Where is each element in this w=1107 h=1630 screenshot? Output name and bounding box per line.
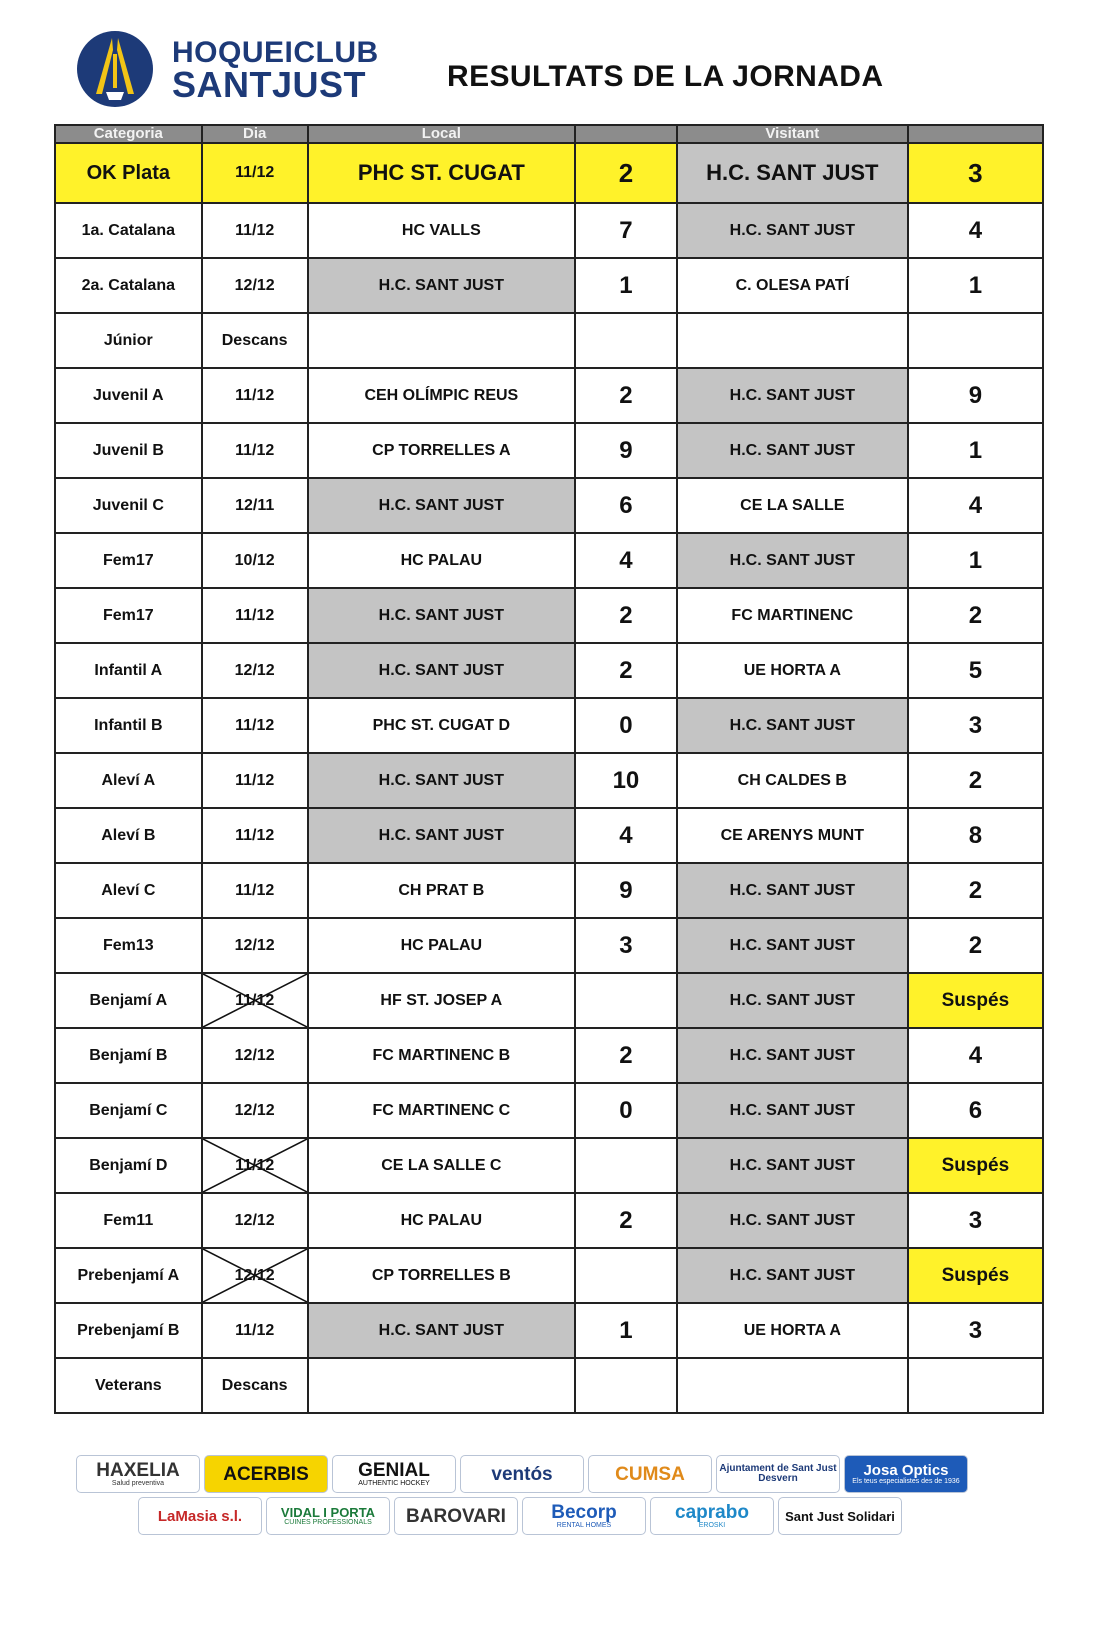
sponsor-logo [778,1497,902,1535]
visitor-score-cell: 2 [908,863,1043,918]
date-cell [202,973,308,1028]
featured-visitor-score: 3 [908,143,1043,203]
table-row [55,1303,1043,1358]
local-score-cell: 4 [575,533,677,588]
visitor-team-cell: H.C. SANT JUST [677,1138,908,1193]
visitor-score-cell: 4 [908,478,1043,533]
date-cell: 11/12 [202,698,308,753]
sponsor-logo [204,1455,328,1493]
local-score-cell [575,1138,677,1193]
sponsor-logo [76,1455,200,1493]
table-row [55,918,1043,973]
date-cell: 11/12 [202,753,308,808]
category-cell: Benjamí A [55,973,202,1028]
visitor-score-cell: Suspés [908,973,1043,1028]
category-cell: Fem17 [55,533,202,588]
date-cell: 12/11 [202,478,308,533]
category-cell: Benjamí C [55,1083,202,1138]
sponsor-logo [460,1455,584,1493]
featured-local-score: 2 [575,143,677,203]
date-cell: 11/12 [202,423,308,478]
visitor-score-cell: 1 [908,423,1043,478]
visitor-team-cell: H.C. SANT JUST [677,973,908,1028]
header-dia: Dia [202,125,308,143]
local-team-cell: PHC ST. CUGAT D [308,698,575,753]
date-cell: 11/12 [202,1303,308,1358]
category-cell: 2a. Catalana [55,258,202,313]
header-local: Local [308,125,575,143]
date-cell: 11/12 [202,368,308,423]
visitor-team-cell: H.C. SANT JUST [677,863,908,918]
local-team-cell: HF ST. JOSEP A [308,973,575,1028]
visitor-score-cell: 3 [908,698,1043,753]
local-team-cell: CP TORRELLES A [308,423,575,478]
visitor-score-cell: 3 [908,1303,1043,1358]
sponsor-name: ACERBIS [223,1463,309,1485]
visitor-score-cell [908,313,1043,368]
sponsor-name: HAXELIA [96,1460,180,1481]
local-score-cell [575,313,677,368]
visitor-score-cell: 3 [908,1193,1043,1248]
local-team-cell: CH PRAT B [308,863,575,918]
sponsor-tagline: Els teus especialistes des de 1936 [852,1478,960,1485]
sponsor-logo [522,1497,646,1535]
category-cell: Juvenil C [55,478,202,533]
header-visitor-score [908,125,1043,143]
local-score-cell: 6 [575,478,677,533]
local-team-cell: HC VALLS [308,203,575,258]
club-logo [76,30,154,108]
local-score-cell: 2 [575,588,677,643]
table-row [55,368,1043,423]
visitor-team-cell: FC MARTINENC [677,588,908,643]
local-team-cell: CEH OLÍMPIC REUS [308,368,575,423]
local-team-cell: H.C. SANT JUST [308,588,575,643]
visitor-team-cell: H.C. SANT JUST [677,1193,908,1248]
date-cell: Descans [202,313,308,368]
visitor-team-cell: CE ARENYS MUNT [677,808,908,863]
club-name-line1: HOQUEICLUB [172,36,379,69]
sponsor-name: LaMasia s.l. [157,1507,243,1525]
date-cell: 12/12 [202,1083,308,1138]
visitor-team-cell [677,313,908,368]
local-team-cell [308,1358,575,1413]
sponsor-name: VIDAL I PORTA [280,1505,376,1520]
visitor-score-cell: 4 [908,1028,1043,1083]
table-row [55,203,1043,258]
visitor-score-cell: 2 [908,918,1043,973]
category-cell: 1a. Catalana [55,203,202,258]
category-cell: Veterans [55,1358,202,1413]
sponsor-name: CUMSA [615,1463,685,1485]
table-row [55,313,1043,368]
date-cell: Descans [202,1358,308,1413]
local-team-cell: CP TORRELLES B [308,1248,575,1303]
table-row [55,973,1043,1028]
date-cell: 11/12 [202,203,308,258]
visitor-team-cell: C. OLESA PATÍ [677,258,908,313]
local-score-cell [575,1248,677,1303]
category-cell: Fem13 [55,918,202,973]
visitor-score-cell: Suspés [908,1138,1043,1193]
table-row [55,478,1043,533]
sponsor-logo [266,1497,390,1535]
local-score-cell: 9 [575,863,677,918]
local-score-cell: 4 [575,808,677,863]
header-local-score [575,125,677,143]
date-cell: 11/12 [202,863,308,918]
date-cell: 11/12 [202,588,308,643]
table-row [55,423,1043,478]
date-cell: 10/12 [202,533,308,588]
table-row [55,808,1043,863]
local-score-cell: 1 [575,258,677,313]
local-team-cell: HC PALAU [308,1193,575,1248]
sponsors-banner [0,1460,1107,1610]
local-score-cell: 7 [575,203,677,258]
page-header [0,0,1107,120]
category-cell: Aleví C [55,863,202,918]
visitor-team-cell: H.C. SANT JUST [677,918,908,973]
local-score-cell: 3 [575,918,677,973]
sponsor-logo [588,1455,712,1493]
category-cell: Fem11 [55,1193,202,1248]
featured-category: OK Plata [55,143,202,203]
sponsor-name: Josa Optics [863,1462,949,1479]
local-team-cell: H.C. SANT JUST [308,1303,575,1358]
club-name-line2: SANTJUST [172,64,367,105]
table-row [55,1358,1043,1413]
sponsor-name: BAROVARI [406,1505,506,1527]
date-cell: 12/12 [202,258,308,313]
visitor-score-cell: 6 [908,1083,1043,1138]
local-score-cell: 2 [575,1028,677,1083]
sponsor-logo [650,1497,774,1535]
table-row [55,1138,1043,1193]
category-cell: Fem17 [55,588,202,643]
visitor-team-cell: H.C. SANT JUST [677,1028,908,1083]
visitor-score-cell: 4 [908,203,1043,258]
local-score-cell: 2 [575,643,677,698]
local-team-cell: H.C. SANT JUST [308,808,575,863]
featured-row [55,143,1043,203]
visitor-team-cell: H.C. SANT JUST [677,533,908,588]
visitor-team-cell: UE HORTA A [677,643,908,698]
date-cell [202,1248,308,1303]
sponsor-tagline: Salud preventiva [111,1480,165,1487]
visitor-team-cell: H.C. SANT JUST [677,203,908,258]
results-table [54,124,1044,1414]
featured-visitor: H.C. SANT JUST [677,143,908,203]
sponsor-name: Sant Just Solidari [785,1508,895,1524]
date-text: 11/12 [235,991,275,1009]
local-score-cell [575,1358,677,1413]
table-row [55,863,1043,918]
sponsor-name: Becorp [551,1502,617,1523]
header-visitant: Visitant [677,125,908,143]
visitor-score-cell: 8 [908,808,1043,863]
sponsor-name: Ajuntament de Sant Just Desvern [719,1463,837,1484]
visitor-team-cell: H.C. SANT JUST [677,1248,908,1303]
sponsor-logo [332,1455,456,1493]
local-score-cell: 0 [575,698,677,753]
category-cell: Aleví B [55,808,202,863]
table-row [55,698,1043,753]
category-cell: Aleví A [55,753,202,808]
local-score-cell [575,973,677,1028]
visitor-score-cell [908,1358,1043,1413]
page-title: RESULTATS DE LA JORNADA [447,60,884,93]
sponsor-tagline: RENTAL HOMES [556,1522,612,1529]
featured-local: PHC ST. CUGAT [308,143,575,203]
table-header-row [55,125,1043,143]
sponsor-name: GENIAL [358,1460,430,1481]
local-score-cell: 0 [575,1083,677,1138]
sponsor-logo [716,1455,840,1493]
local-score-cell: 1 [575,1303,677,1358]
visitor-score-cell: 1 [908,533,1043,588]
local-team-cell: HC PALAU [308,533,575,588]
date-cell: 12/12 [202,643,308,698]
local-team-cell [308,313,575,368]
date-cell [202,1138,308,1193]
table-row [55,643,1043,698]
sponsor-name: ventós [491,1463,553,1485]
sponsor-logo [138,1497,262,1535]
category-cell: Infantil B [55,698,202,753]
category-cell: Infantil A [55,643,202,698]
visitor-team-cell: H.C. SANT JUST [677,368,908,423]
visitor-team-cell: H.C. SANT JUST [677,423,908,478]
date-cell: 12/12 [202,1028,308,1083]
local-team-cell: H.C. SANT JUST [308,258,575,313]
category-cell: Júnior [55,313,202,368]
category-cell: Juvenil A [55,368,202,423]
table-row [55,753,1043,808]
visitor-score-cell: 1 [908,258,1043,313]
local-team-cell: HC PALAU [308,918,575,973]
local-score-cell: 2 [575,1193,677,1248]
visitor-team-cell: CH CALDES B [677,753,908,808]
local-team-cell: H.C. SANT JUST [308,753,575,808]
visitor-team-cell [677,1358,908,1413]
local-score-cell: 9 [575,423,677,478]
visitor-team-cell: H.C. SANT JUST [677,1083,908,1138]
table-row [55,588,1043,643]
table-row [55,258,1043,313]
category-cell: Juvenil B [55,423,202,478]
category-cell: Benjamí B [55,1028,202,1083]
sponsor-tagline: CUINES PROFESSIONALS [284,1519,372,1526]
sponsor-tagline: EROSKI [698,1522,726,1529]
visitor-score-cell: 2 [908,753,1043,808]
date-cell: 12/12 [202,1193,308,1248]
category-cell: Benjamí D [55,1138,202,1193]
local-team-cell: CE LA SALLE C [308,1138,575,1193]
local-team-cell: H.C. SANT JUST [308,643,575,698]
sponsor-name: caprabo [675,1502,749,1523]
table-row [55,533,1043,588]
local-team-cell: FC MARTINENC C [308,1083,575,1138]
table-row [55,1248,1043,1303]
table-row [55,1028,1043,1083]
visitor-score-cell: Suspés [908,1248,1043,1303]
date-text: 11/12 [235,1156,275,1174]
header-categoria: Categoria [55,125,202,143]
table-row [55,1193,1043,1248]
local-score-cell: 2 [575,368,677,423]
category-cell: Prebenjamí B [55,1303,202,1358]
visitor-team-cell: UE HORTA A [677,1303,908,1358]
visitor-score-cell: 9 [908,368,1043,423]
sponsor-tagline: AUTHENTIC HOCKEY [358,1480,430,1487]
local-team-cell: FC MARTINENC B [308,1028,575,1083]
local-score-cell: 10 [575,753,677,808]
featured-date: 11/12 [202,143,308,203]
visitor-score-cell: 5 [908,643,1043,698]
sponsor-logo [394,1497,518,1535]
date-cell: 11/12 [202,808,308,863]
date-text: 12/12 [234,1266,275,1284]
local-team-cell: H.C. SANT JUST [308,478,575,533]
table-row [55,1083,1043,1138]
visitor-team-cell: H.C. SANT JUST [677,698,908,753]
date-cell: 12/12 [202,918,308,973]
sponsor-logo [844,1455,968,1493]
category-cell: Prebenjamí A [55,1248,202,1303]
visitor-score-cell: 2 [908,588,1043,643]
visitor-team-cell: CE LA SALLE [677,478,908,533]
